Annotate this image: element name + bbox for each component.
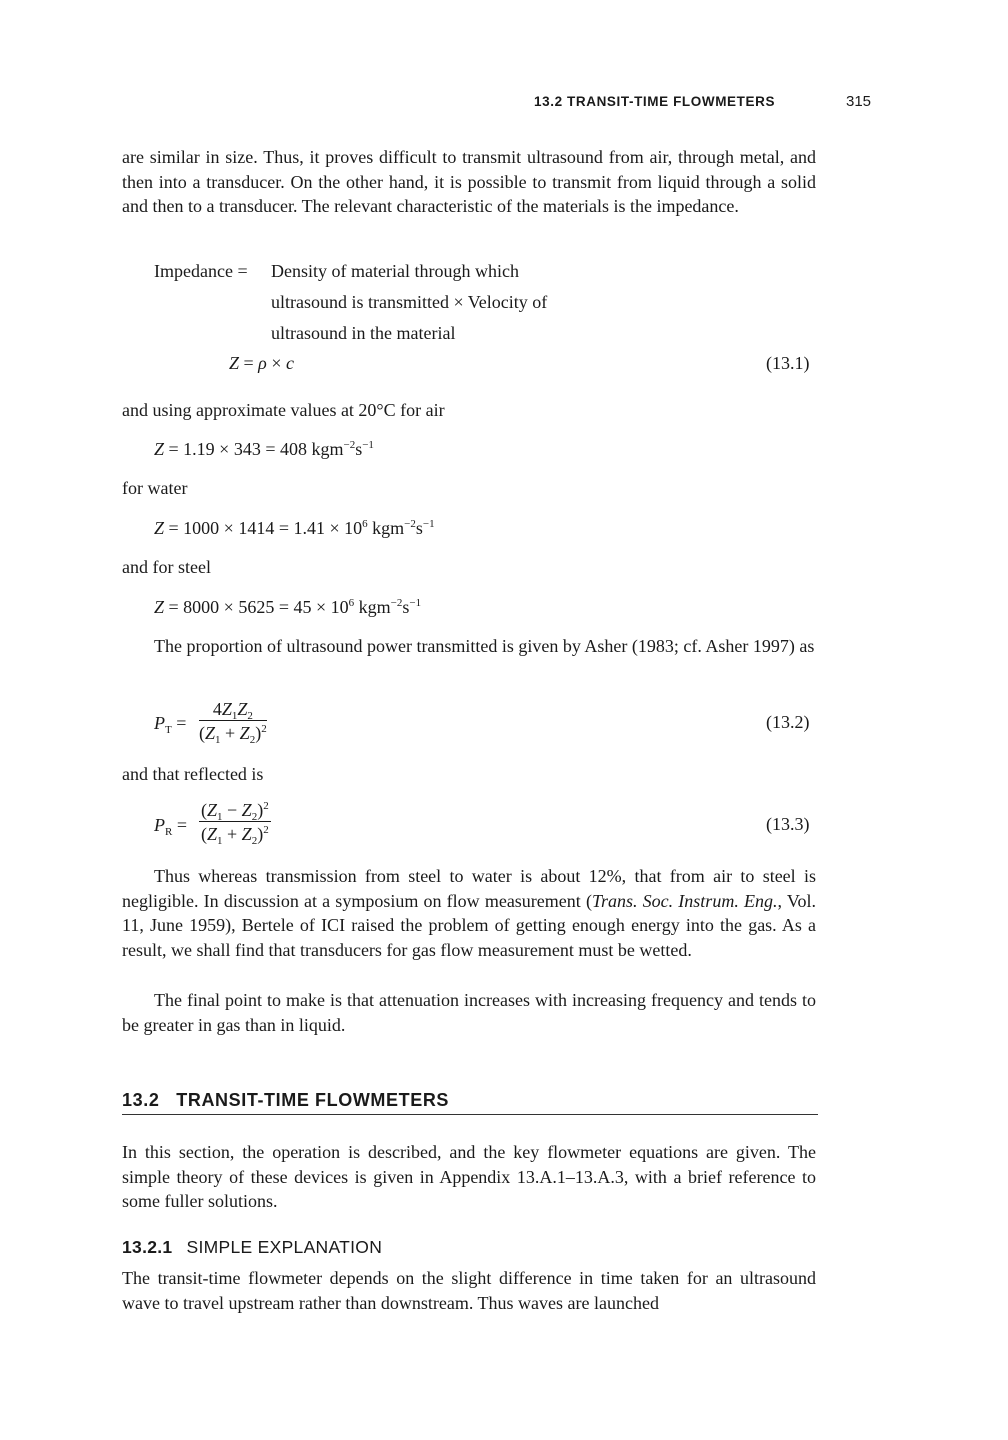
equation-13-3-fraction: $\frac{(Z_1 - Z_2)^2}{(Z_1 + Z_2)^2}$ bbox=[201, 800, 269, 847]
running-header-title: 13.2 TRANSIT-TIME FLOWMETERS bbox=[534, 94, 776, 109]
journal-citation: Trans. Soc. Instrum. Eng. bbox=[591, 890, 778, 911]
impedance-def-line-2: ultrasound is transmitted × Velocity of bbox=[271, 292, 548, 312]
equation-air-impedance: Z = 1.19 × 343 = 408 $kgm^{-2}s^{-1}$ bbox=[154, 439, 374, 459]
equation-13-3-lhs: $P_R$ = bbox=[154, 815, 187, 838]
page-number: 315 bbox=[846, 93, 872, 110]
paragraph-air: and using approximate values at 20°C for air bbox=[122, 400, 445, 420]
paragraph-water: for water bbox=[122, 478, 188, 498]
impedance-def-line-3: ultrasound in the material bbox=[271, 323, 456, 343]
paragraph-reflected: and that reflected is bbox=[122, 764, 264, 784]
paragraph-simple-explanation: The transit-time flowmeter depends on the slight difference in time taken for an ultrasound wave to travel upstream rather than downstream. Thus waves are launched bbox=[122, 1268, 816, 1313]
paragraph-steel: and for steel bbox=[122, 557, 211, 577]
equation-number-13-2: (13.2) bbox=[766, 712, 810, 732]
equation-water-impedance: $Z = 1000 \times 1414 = 1.41 \times 10^6$ $kgm^{-2}s^{-1}$ bbox=[154, 518, 435, 538]
paragraph-proportion-transmitted: The proportion of ultrasound power transmitted is given by Asher (1983; cf. Asher 1997) as bbox=[154, 636, 815, 656]
paragraph-attenuation: The final point to make is that attenuation increases with increasing frequency and tends to be greater in gas than in liquid. bbox=[122, 990, 816, 1035]
equation-number-13-3: (13.3) bbox=[766, 814, 810, 834]
section-divider bbox=[122, 1114, 818, 1115]
equation-13-2-lhs: $P_T$ = bbox=[154, 713, 187, 736]
impedance-def-line-1: Density of material through which bbox=[271, 261, 519, 281]
paragraph-impedance-intro: are similar in size. Thus, it proves difficult to transmit ultrasound from air, through metal, and then into a transducer. On the other hand, it is possible to transmit from liquid through a solid and then to a transducer. The relevant characteristic of the materials is the impedance. bbox=[122, 147, 816, 217]
equation-number-13-1: (13.1) bbox=[766, 353, 810, 373]
section-heading-13-2: 13.2 TRANSIT-TIME FLOWMETERS bbox=[122, 1090, 450, 1110]
paragraph-section-intro: In this section, the operation is described, and the key flowmeter equations are given. The simple theory of these devices is given in Appendix 13.A.1–13.A.3, with a brief reference to some fuller solutions. bbox=[122, 1142, 816, 1212]
subsection-heading-13-2-1: 13.2.1 SIMPLE EXPLANATION bbox=[122, 1237, 383, 1257]
equation-13-2-fraction: $\frac{4Z_1Z_2}{(Z_1 + Z_2)^2}$ bbox=[199, 699, 267, 746]
paragraph-transmission-discussion: Thus whereas transmission from steel to water is about 12%, that from air to steel is negligible. In discussion at a symposium on flow measurement (Trans. Soc. Instrum. Eng., Vol. 11, June 1959), Bertele of ICI raised the problem of getting enough energy into the gas. As a result, we shall find that transducers for gas flow measurement must be wetted. bbox=[122, 866, 817, 960]
equation-steel-impedance: $Z = 8000 \times 5625 = 45 \times 10^6$ $kgm^{-2}s^{-1}$ bbox=[154, 597, 422, 617]
equation-13-1: Z = ρ × c bbox=[229, 353, 294, 373]
impedance-label: Impedance = bbox=[154, 261, 248, 281]
